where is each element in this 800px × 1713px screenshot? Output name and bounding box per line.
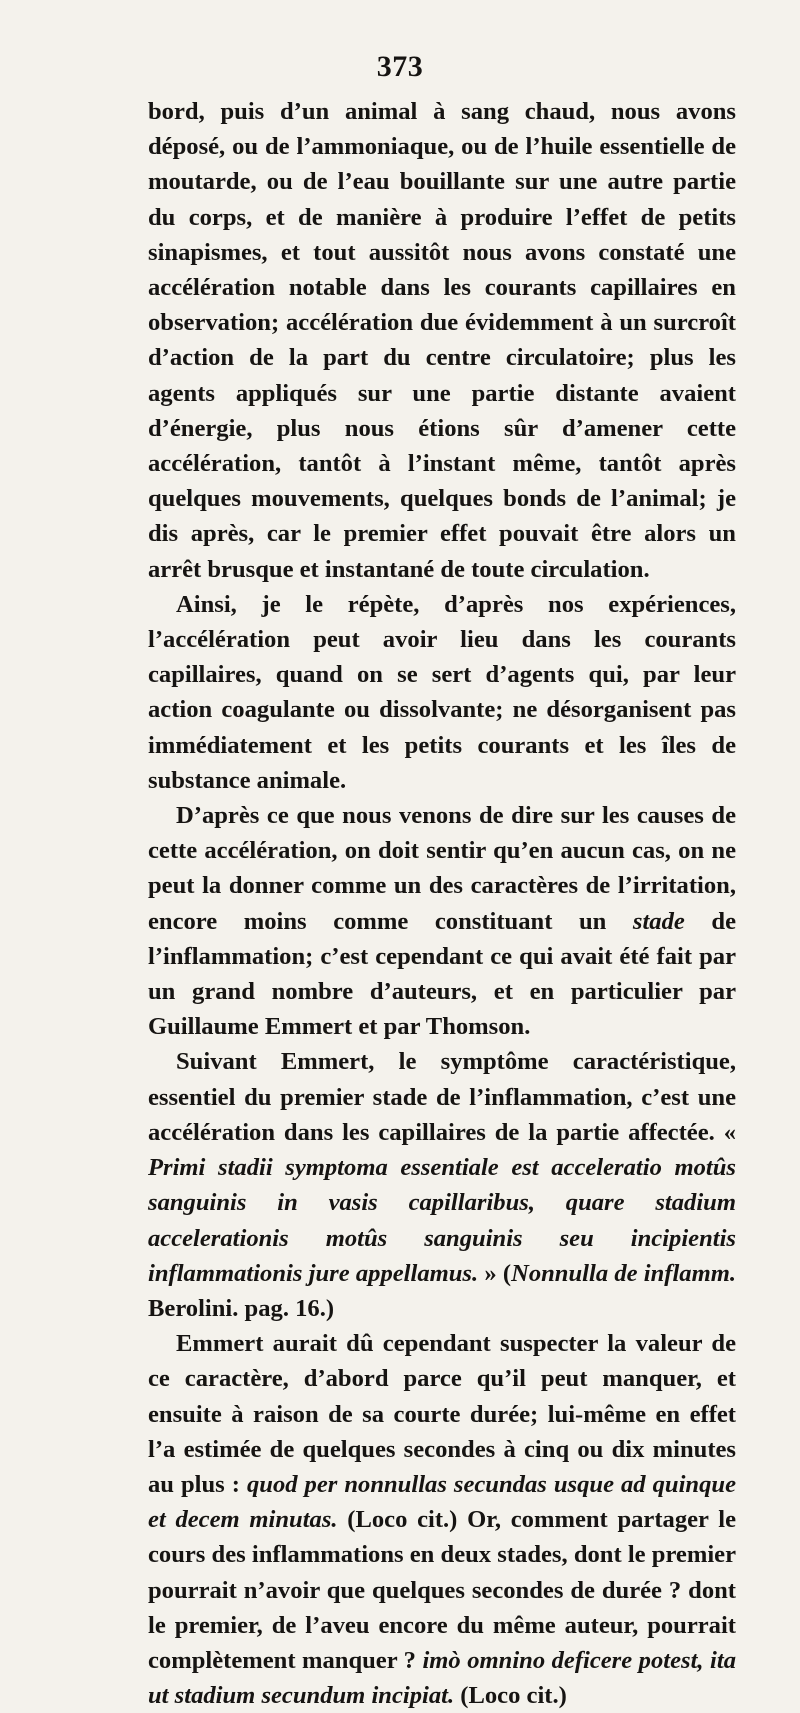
paragraph-5-segment-3: (Loco cit.) Or, comment partager le cours des inflammations en deux stades, dont le premier pourrait n’avoir que quelques secondes de durée ? dont le premier, de l’aveu encore du même auteur, pourrait complètement manquer ? [148,1506,736,1674]
page-number: 373 [376,50,424,83]
paragraph-5-segment-2: quod per nonnullas secundas usque ad quinque et decem minutas. [148,1470,736,1534]
paragraph-5-segment-4: imò omnino deficere potest, ita ut stadium secundum incipiat. [148,1646,736,1710]
paragraph-2 [148,587,736,798]
paragraph-1-segment-1: bord, puis d’un animal à sang chaud, nous avons déposé, ou de l’ammoniaque, ou de l’huile essentielle de moutarde, ou de l’eau bouillante sur une autre partie du corps, et de manière à produire l’effet de petits sinapismes, et tout aussitôt nous avons constaté une accélération notable dans les courants capillaires en observation; accélération due évidemment à un surcroît d’action de la part du centre circulatoire; plus les agents appliqués sur une partie distante avaient d’énergie, plus nous étions sûr d’amener cette accélération, tantôt à l’instant même, tantôt après quelques mouvements, quelques bonds de l’animal; je dis après, car le premier effet pouvait être alors un arrêt brusque et instantané de toute circulation. [148,98,736,583]
paragraph-3-segment-2: stade [632,907,685,935]
paragraph-3 [148,798,736,1044]
paragraph-1 [148,94,736,587]
paragraph-4-segment-5: Berolini. pag. 16.) [148,1294,335,1322]
paragraph-2-segment-1: Ainsi, je le répète, d’après nos expériences, l’accélération peut avoir lieu dans les courants capillaires, quand on se sert d’agents qui, par leur action coagulante ou dissolvante; ne désorganisent pas immédiatement et les petits courants et les îles de substance animale. [148,590,736,794]
paragraph-4-segment-4: Nonnulla de inflamm. [511,1259,736,1287]
paragraph-4-segment-1: Suivant Emmert, le symptôme caractéristique, essentiel du premier stade de l’inflammation, c’est une accélération dans les capillaires de la partie affectée. « [148,1048,736,1146]
paragraph-3-segment-3: de l’inflammation; c’est cependant ce qui avait été fait par un grand nombre d’auteurs, et en particulier par Guillaume Emmert et par Thomson. [148,907,736,1041]
body-text [148,94,736,1713]
paragraph-5-segment-5: (Loco cit.) [454,1682,567,1710]
paragraph-4-segment-3: » ( [478,1259,512,1287]
paragraph-4-segment-2: Primi stadii symptoma essentiale est acceleratio motûs sanguinis in vasis capillaribus, quare stadium accelerationis motûs sanguinis seu incipientis inflammationis jure appellamus. [148,1154,736,1287]
paragraph-3-segment-1: D’après ce que nous venons de dire sur les causes de cette accélération, on doit sentir qu’en aucun cas, on ne peut la donner comme un des caractères de l’irritation, encore moins comme constituant un [148,802,736,935]
paragraph-4 [148,1044,736,1326]
paragraph-5-segment-1: Emmert aurait dû cependant suspecter la valeur de ce caractère, d’abord parce qu’il peut manquer, et ensuite à raison de sa courte durée; lui-même en effet l’a estimée de quelques secondes à cinq ou dix minutes au plus : [148,1330,736,1498]
paragraph-5 [148,1326,736,1713]
